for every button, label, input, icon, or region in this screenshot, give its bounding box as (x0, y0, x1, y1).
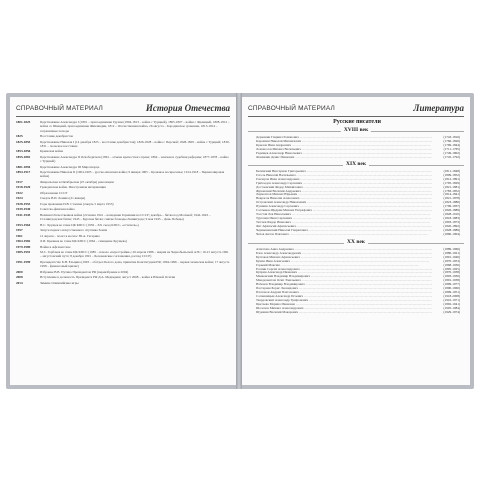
writer-years: (1918-2008) (443, 293, 460, 298)
left-page (10, 97, 236, 385)
timeline-row (16, 155, 230, 164)
timeline-row (16, 185, 230, 189)
writer-years: (1823-1886) (443, 200, 460, 205)
writer-name: Пушкин Александр Сергеевич ..... (256, 205, 432, 209)
writer-years: (1818-1883) (443, 215, 460, 220)
writer-name: Набоков Владимир Владимирович ..... (256, 283, 432, 287)
timeline-year: 1985-1991 (16, 249, 31, 254)
timeline-row (16, 239, 230, 243)
timeline-year: 2000 (16, 269, 23, 274)
timeline-year: 1825 (16, 134, 23, 139)
writer-name: Тютчев Федор Иванович ..... (256, 221, 432, 225)
timeline-text: Царствование Александра II Освободителя (1861 – отмена крепостного права; 1864 – земская и судебная реформы; 1877-1878 – война с Турцией) (40, 154, 229, 164)
writer-name: Жуковский Василий Андреевич ..... (256, 190, 432, 194)
timeline-text: Советско-финская война (40, 207, 75, 212)
writer-years: (1821-1878) (443, 196, 460, 201)
writer-years: (1821-1881) (443, 184, 460, 189)
timeline-year: 1881-1894 (16, 164, 31, 169)
writer-years: (1891-1940) (443, 254, 460, 259)
century-label: XVIII век (341, 127, 371, 133)
writer-row (256, 233, 460, 237)
writer-name: Державин Гавриил Романович ..... (256, 136, 432, 140)
timeline-row (16, 140, 230, 149)
timeline-row (16, 149, 230, 153)
history-timeline (16, 120, 230, 286)
writer-row (256, 156, 460, 160)
writer-years: (1828-1889) (443, 227, 460, 232)
writer-years: (1826-1889) (443, 208, 460, 213)
timeline-row (16, 134, 230, 138)
writer-name: Фет Афанасий Афанасьевич ..... (256, 225, 432, 229)
timeline-year: 1941-1945 (16, 212, 31, 217)
timeline-year: 1928-1953 (16, 201, 31, 206)
timeline-year: 1853-1856 (16, 149, 31, 154)
timeline-text: Избрание В.В. Путина Президентом РФ (переизбрание в 2004) (40, 269, 129, 274)
writer-name: Мандельштам Осип Эмильевич ..... (256, 279, 432, 283)
timeline-text: Восстание декабристов (40, 134, 73, 139)
writer-name: Платонов Андрей Платонович ..... (256, 291, 432, 295)
writer-years: (1809-1852) (443, 172, 460, 177)
right-page-header (248, 104, 464, 117)
timeline-row (16, 120, 230, 133)
timeline-text: Зимние Олимпийские игры (40, 280, 79, 285)
writer-years: (1880-1921) (443, 250, 460, 255)
left-page-header (16, 104, 230, 117)
writer-name: Грибоедов Александр Сергеевич ..... (256, 182, 432, 186)
writer-years: (1895-1925) (443, 266, 460, 271)
timeline-year: 2008 (16, 275, 23, 280)
timeline-text: Вступление в должность Президента РФ Д.А. Медведева; август 2008 – война в Южной Осетии (40, 275, 176, 280)
timeline-row (16, 281, 230, 285)
writer-years: (1745-1792) (443, 154, 460, 159)
writer-name: Толстой Лев Николаевич ..... (256, 213, 432, 217)
writer-years: (1892-1941) (443, 301, 460, 306)
timeline-text: Февральская и Октябрьская (25 октября) революции (40, 179, 114, 184)
writer-name: Достоевский Федор Михайлович ..... (256, 186, 432, 190)
page-title: История Отечества (145, 103, 230, 113)
writer-name: Блок Александр Александрович ..... (256, 252, 432, 256)
timeline-text: Царствование Александра I (1801 – присоединение Грузии (1804-1813 – война с Турцией), 1805-1807 – война с Францией, 1808-1812 – война со Швецией, присоединение Финляндии, 1812 – Отечественная война, 26 августа – Бородинское сражение, 1813-1814 – заграничные походы (40, 120, 230, 133)
writer-name: Гоголь Николай Васильевич ..... (256, 174, 432, 178)
century-heading (248, 239, 464, 247)
timeline-year: 1979-1989 (16, 244, 31, 249)
writer-name: Лермонтов Михаил Юрьевич ..... (256, 193, 432, 197)
timeline-year: 1924 (16, 196, 23, 201)
timeline-row (16, 165, 230, 169)
writer-name: Островский Александр Николаевич ..... (256, 201, 432, 205)
writer-name: Куприн Александр Иванович ..... (256, 271, 432, 275)
timeline-text: Л.И. Брежнев во главе ЦК КПСС (1964 – смещение Хрущева) (40, 239, 127, 244)
writers-list-title: Русские писатели (333, 119, 381, 125)
writer-name: Фонвизин Денис Иванович ..... (256, 156, 432, 160)
timeline-year: 1961 (16, 233, 23, 238)
writer-years: (1799-1837) (443, 204, 460, 209)
timeline-text: Война в Афганистане (40, 244, 71, 249)
timeline-year: 1991-1999 (16, 259, 31, 264)
writer-name: Чернышевский Николай Гаврилович ..... (256, 229, 432, 233)
writer-years: (1795-1829) (443, 180, 460, 185)
writer-years: (1711-1765) (443, 146, 460, 151)
timeline-row (16, 202, 230, 206)
timeline-year: 1957 (16, 228, 23, 233)
timeline-year: 1922 (16, 190, 23, 195)
century-label: XIX век (343, 161, 369, 167)
timeline-text: 12 апреля – полет в космос Ю.А. Гагарина (40, 233, 100, 238)
writer-years: (1905-1984) (443, 305, 460, 310)
timeline-text: Запуск первого искусственного спутника Земли (40, 228, 108, 233)
timeline-year: 1964-1982 (16, 239, 31, 244)
timeline-row (16, 191, 230, 195)
timeline-row (16, 223, 230, 227)
century-label: XX век (344, 239, 368, 245)
writer-years: (1769-1844) (443, 142, 460, 147)
writer-years: (1893-1930) (443, 274, 460, 279)
writer-name: Шолохов Михаил Александрович ..... (256, 307, 432, 311)
right-page (242, 97, 470, 385)
writer-name: Некрасов Николай Алексеевич ..... (256, 197, 432, 201)
writers-list (256, 136, 460, 159)
writer-name: Есенин Сергей Александрович ..... (256, 268, 432, 272)
timeline-text: Царствование Николая II (1904-1905 – русско-японская война; 9 января 1905 – Кровавое воскресенье; 1914-1918 – Первая мировая война) (40, 170, 225, 179)
timeline-text: Царствование Николая I (14 декабря 1825 – восстание декабристов); 1826-1828 – война с Персией; 1828-1829 – война с Турцией; 1830-1831 – польское восстание (40, 139, 230, 148)
writer-name: Карамзин Николай Михайлович ..... (256, 140, 432, 144)
writer-name: Пастернак Борис Леонидович ..... (256, 287, 432, 291)
writer-name: Гончаров Иван Александрович ..... (256, 178, 432, 182)
timeline-year: 1894-1917 (16, 170, 31, 175)
timeline-text: Н.С. Хрущев во главе ЦК КПСС (1956 – ХХ съезд КПСС, «оттепель») (40, 222, 139, 227)
writers-list (256, 170, 460, 236)
timeline-row (16, 180, 230, 184)
writer-years: (1828-1910) (443, 211, 460, 216)
writer-name: Ахматова Анна Андреевна ..... (256, 248, 432, 252)
timeline-text: Царствование Александра III Миротворца (40, 164, 100, 169)
timeline-text: Крымская война (40, 149, 64, 154)
timeline-row (16, 207, 230, 211)
section-label: СПРАВОЧНЫЙ МАТЕРИАЛ (16, 105, 103, 112)
writer-years: (1820-1892) (443, 223, 460, 228)
timeline-row (16, 275, 230, 279)
writer-years: (1891-1938) (443, 278, 460, 283)
writer-years: (1812-1891) (443, 176, 460, 181)
century-heading (248, 127, 464, 135)
timeline-year: 1825-1855 (16, 139, 31, 144)
timeline-year: 1939-1940 (16, 207, 31, 212)
writer-years: (1811-1848) (443, 169, 460, 173)
writer-years: (1749-1802) (443, 150, 460, 155)
writer-years: (1803-1873) (443, 219, 460, 224)
timeline-row (16, 245, 230, 249)
century-heading (248, 161, 464, 169)
timeline-row (16, 228, 230, 232)
timeline-text: Образование СССР (40, 190, 68, 195)
timeline-text: Смерть В.И. Ленина (21 января) (40, 196, 86, 201)
writer-years: (1868-1936) (443, 262, 460, 267)
writer-name: Салтыков-Щедрин Михаил Евграфович ..... (256, 209, 432, 213)
writer-years: (1899-1977) (443, 282, 460, 287)
writer-years: (1783-1852) (443, 188, 460, 193)
writer-name: Маяковский Владимир Владимирович ..... (256, 275, 432, 279)
writer-years: (1890-1960) (443, 286, 460, 291)
timeline-year: 1855-1881 (16, 154, 31, 159)
writer-row (256, 311, 460, 315)
timeline-text: Гражданская война. Иностранная интервенция (40, 185, 106, 190)
writer-name: Бунин Иван Алексеевич ..... (256, 260, 432, 264)
writers-list (256, 248, 460, 314)
writer-years: (1929-1974) (443, 309, 460, 314)
timeline-row (16, 250, 230, 259)
timeline-row (16, 260, 230, 269)
writer-years: (1870-1938) (443, 270, 460, 275)
timeline-text: Великая Отечественная война (22 июня 1941 – нападение Германии на СССР; декабрь – битва под Москвой; 1942-1943 – Сталинградская битва; 1943 – Курская битва; снятие блокады Ленинграда; 9 мая 1945 – День Победы) (40, 212, 211, 222)
timeline-text: М.С. Горбачев во главе ЦК КПСС (1985 – начало «перестройки»; 26 апреля 1986 – авария на Чернобыльской АЭС; 19-21 августа 1991 – августовский путч; 8 декабря 1991 – Беловежские соглашения, распад СССР) (40, 249, 229, 259)
writer-years: (1889-1966) (443, 247, 460, 251)
timeline-row (16, 213, 230, 222)
writer-name: Шукшин Василий Макарович ..... (256, 311, 432, 315)
writer-name: Радищев Александр Николаевич ..... (256, 152, 432, 156)
timeline-row (16, 234, 230, 238)
timeline-row (16, 196, 230, 200)
writer-years: (1870-1953) (443, 258, 460, 263)
timeline-text: Президентство Б.Н. Ельцина (1993 – обстрел Белого дома, принятие Конституции РФ; 1994-1996 – первая чеченская война; 17 августа 1998 – финансовый кризис) (40, 259, 230, 269)
writer-name: Крылов Иван Андреевич ..... (256, 144, 432, 148)
writer-name: Белинский Виссарион Григорьевич ..... (256, 170, 432, 174)
writer-name: Тургенев Иван Сергеевич ..... (256, 217, 432, 221)
writer-name: Горький Максим ..... (256, 264, 432, 268)
timeline-text: Годы правления И.В. Сталина (смерть 5 марта 1953) (40, 201, 114, 206)
writer-years: (1910-1971) (443, 297, 460, 302)
writer-name: Булгаков Михаил Афанасьевич ..... (256, 256, 432, 260)
writer-name: Чехов Антон Павлович ..... (256, 233, 432, 237)
writer-years: (1860-1904) (443, 231, 460, 236)
timeline-year: 1953-1964 (16, 222, 31, 227)
writer-name: Цветаева Марина Ивановна ..... (256, 303, 432, 307)
writer-years: (1899-1951) (443, 289, 460, 294)
timeline-row (16, 170, 230, 179)
writer-years: (1766-1826) (443, 138, 460, 143)
timeline-year: 2014 (16, 280, 23, 285)
writer-years: (1814-1841) (443, 192, 460, 197)
timeline-year: 1918-1920 (16, 185, 31, 190)
writer-name: Ломоносов Михаил Васильевич ..... (256, 148, 432, 152)
timeline-year: 1917 (16, 179, 23, 184)
writer-name: Солженицын Александр Исаевич ..... (256, 295, 432, 299)
timeline-row (16, 270, 230, 274)
writer-name: Твардовский Александр Трифонович ..... (256, 299, 432, 303)
writer-years: (1743-1816) (443, 135, 460, 139)
section-label: СПРАВОЧНЫЙ МАТЕРИАЛ (248, 105, 335, 112)
page-title: Литература (413, 103, 464, 113)
timeline-year: 1801-1825 (16, 120, 31, 124)
